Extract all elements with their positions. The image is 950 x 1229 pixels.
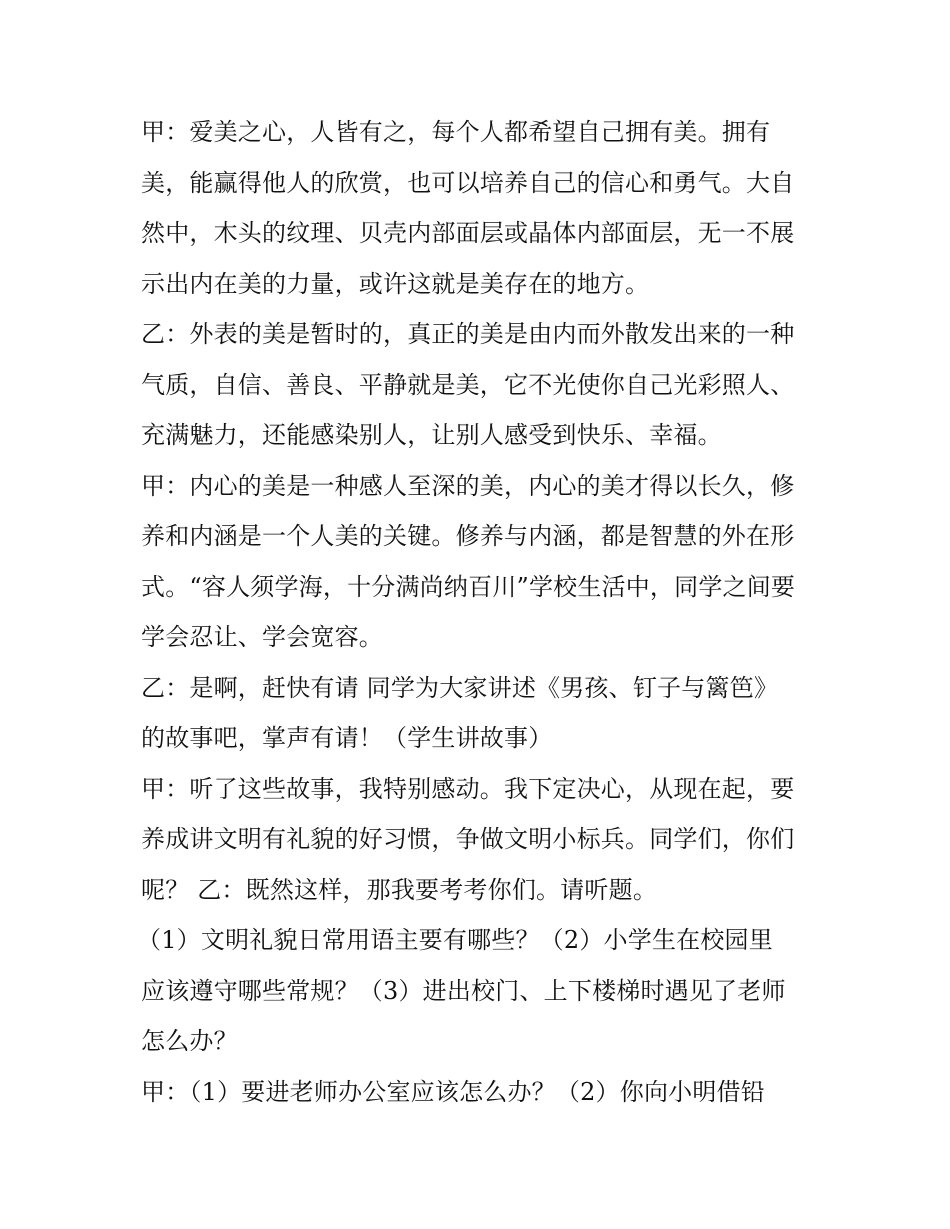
text-line: 乙：是啊，赶快有请 同学为大家讲述《男孩、钉子与篱笆》 [141,673,779,702]
text-line: 充满魅力，还能感染别人，让别人感受到快乐、幸福。 [141,421,722,449]
text-line: 甲：爱美之心，人皆有之，每个人都希望自己拥有美。拥有 [141,118,771,146]
document-body [137,107,821,1117]
text-line: 养和内涵是一个人美的关键。修养与内涵，都是智慧的外在形 [141,522,795,550]
text-line: 美，能赢得他人的欣赏，也可以培养自己的信心和勇气。大自 [141,168,795,197]
text-line: 甲：内心的美是一种感人至深的美，内心的美才得以长久，修 [141,471,795,500]
text-line: 呢？ 乙：既然这样，那我要考考你们。请听题。 [141,875,658,904]
text-line: 养成讲文明有礼貌的好习惯，争做文明小标兵。同学们，你们 [141,825,795,853]
text-line: 的故事吧，掌声有请！（学生讲故事） [141,724,553,752]
text-line: 应该遵守哪些常规？（3）进出校门、上下楼梯时遇见了老师 [141,976,786,1005]
text-line: 乙：外表的美是暂时的，真正的美是由内而外散发出来的一种 [141,320,795,348]
text-line: 然中，木头的纹理、贝壳内部面层或晶体内部面层，无一不展 [141,219,795,247]
text-line: 示出内在美的力量，或许这就是美存在的地方。 [141,269,650,298]
text-line: 甲：听了这些故事，我特别感动。我下定决心，从现在起，要 [141,774,795,803]
text-line: 气质，自信、善良、平静就是美，它不光使你自己光彩照人、 [141,370,795,399]
text-line: 怎么办？ [141,1027,238,1055]
text-line: （1）文明礼貌日常用语主要有哪些？（2）小学生在校园里 [137,926,773,954]
text-line: 式。“容人须学海，十分满尚纳百川”学校生活中，同学之间要 [141,572,796,601]
text-line: 学会忍让、学会宽容。 [141,623,383,651]
text-line: 甲：（1）要进老师办公室应该怎么办？（2）你向小明借铅 [141,1077,765,1106]
